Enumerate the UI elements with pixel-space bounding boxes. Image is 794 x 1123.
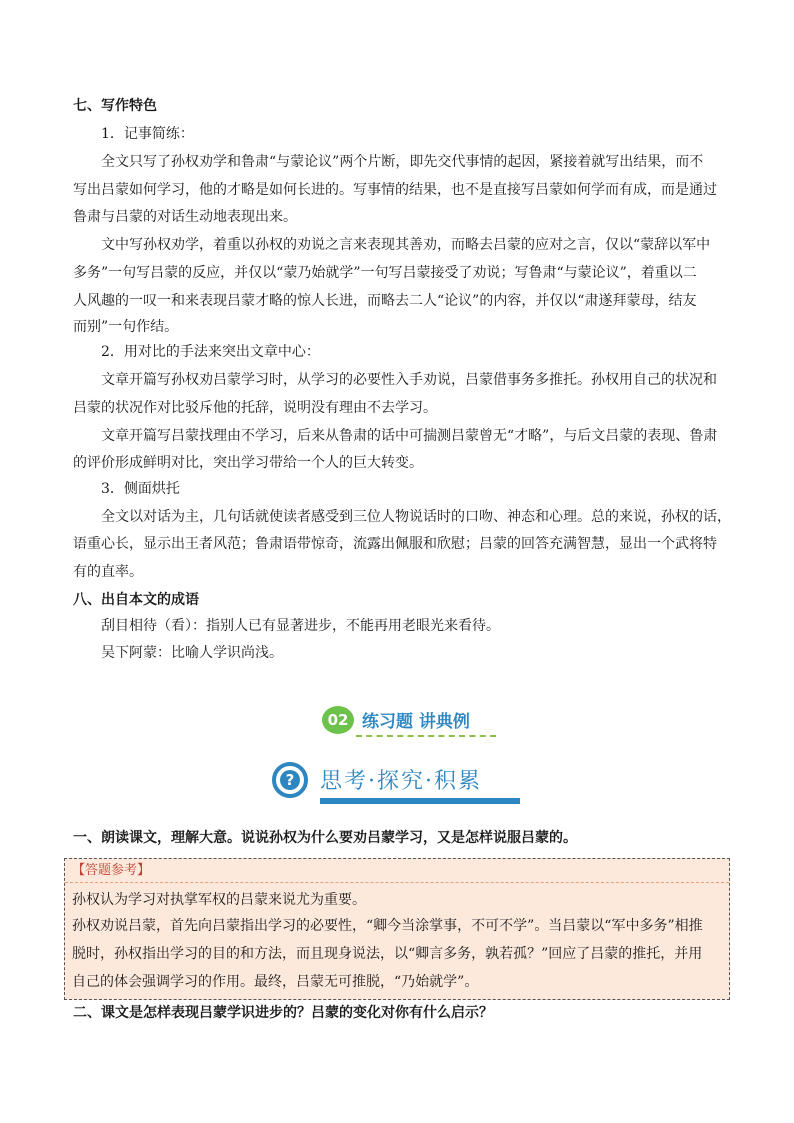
item-title-concise: 1．记事简练： [101, 126, 194, 142]
item-title-contrast: 2．用对比的手法来突出文章中心： [101, 344, 320, 360]
badge-number: 02 [322, 706, 354, 734]
paragraph-line: 语重心长，显示出王者风范；鲁肃语带惊奇，流露出佩服和欣慰；吕蒙的回答充满智慧，显出一个武将特 [73, 536, 717, 552]
answer-tag: 【答题参考】 [72, 863, 151, 878]
paragraph-line: 的评价形成鲜明对比，突出学习带给一个人的巨大转变。 [73, 455, 423, 471]
idiom-line: 刮目相待（看）：指别人已有显著进步，不能再用老眼光来看待。 [101, 618, 500, 634]
paragraph-line: 鲁肃与吕蒙的对话生动地表现出来。 [73, 209, 297, 225]
think-underline [320, 798, 520, 804]
answer-line: 自己的体会强调学习的作用。最终，吕蒙无可推脱，“乃始就学”。 [72, 974, 479, 990]
paragraph-line: 文章开篇写吕蒙找理由不学习，后来从鲁肃的话中可揣测吕蒙曾无“才略”，与后文吕蒙的表现、鲁肃 [101, 428, 718, 444]
paragraph-line: 写出吕蒙如何学习，他的才略是如何长进的。写事情的结果，也不是直接写吕蒙如何学而有成，而是通过 [73, 182, 717, 198]
answer-line: 孙权劝说吕蒙，首先向吕蒙指出学习的必要性，“卿今当涂掌事，不可不学”。当吕蒙以“军中多务”相推 [72, 918, 703, 934]
paragraph-line: 多务”一句写吕蒙的反应，并仅以“蒙乃始就学”一句写吕蒙接受了劝说；写鲁肃“与蒙论议”，着重以二 [73, 265, 697, 281]
paragraph-line: 而别”一句作结。 [73, 319, 179, 335]
think-banner [270, 758, 522, 808]
question-mark-icon [272, 762, 308, 798]
paragraph-line: 吕蒙的状况作对比驳斥他的托辞，说明没有理由不去学习。 [73, 400, 437, 416]
svg-text:?: ? [285, 771, 295, 789]
section-heading-idioms: 八、出自本文的成语 [73, 592, 199, 608]
paragraph-line: 有的直率。 [73, 564, 143, 580]
paragraph-line: 文章开篇写孙权劝吕蒙学习时，从学习的必要性入手劝说，吕蒙借事务多推托。孙权用自己的状况和 [101, 372, 717, 388]
badge-title: 练习题 讲典例 [362, 712, 470, 732]
item-title-side-contrast: 3．侧面烘托 [101, 481, 180, 497]
paragraph-line: 文中写孙权劝学，着重以孙权的劝说之言来表现其善劝，而略去吕蒙的应对之言，仅以“蒙辞以军中 [101, 237, 711, 253]
question-2: 二、课文是怎样表现吕蒙学识进步的？吕蒙的变化对你有什么启示？ [73, 1005, 493, 1021]
answer-divider [65, 882, 729, 883]
answer-line: 脱时，孙权指出学习的目的和方法，而且现身说法，以“卿言多务，孰若孤？”回应了吕蒙的推托，并用 [72, 946, 703, 962]
idiom-line: 吴下阿蒙：比喻人学识尚浅。 [101, 645, 283, 661]
paragraph-line: 全文只写了孙权劝学和鲁肃“与蒙论议”两个片断，即先交代事情的起因，紧接着就写出结果，而不 [101, 154, 704, 170]
paragraph-line: 人风趣的一叹一和来表现吕蒙才略的惊人长进，而略去二人“论议”的内容，并仅以“肃遂拜蒙母，结友 [73, 293, 697, 309]
paragraph-line: 全文以对话为主，几句话就使读者感受到三位人物说话时的口吻、神态和心理。总的来说，孙权的话， [101, 509, 731, 525]
think-title: 思考·探究·积累 [320, 769, 482, 794]
section-heading-writing-features: 七、写作特色 [73, 98, 157, 114]
practice-badge [322, 704, 498, 738]
answer-line: 孙权认为学习对执掌军权的吕蒙来说尤为重要。 [72, 892, 366, 908]
badge-underline [356, 735, 496, 737]
question-1: 一、朗读课文，理解大意。说说孙权为什么要劝吕蒙学习，又是怎样说服吕蒙的。 [73, 830, 577, 846]
